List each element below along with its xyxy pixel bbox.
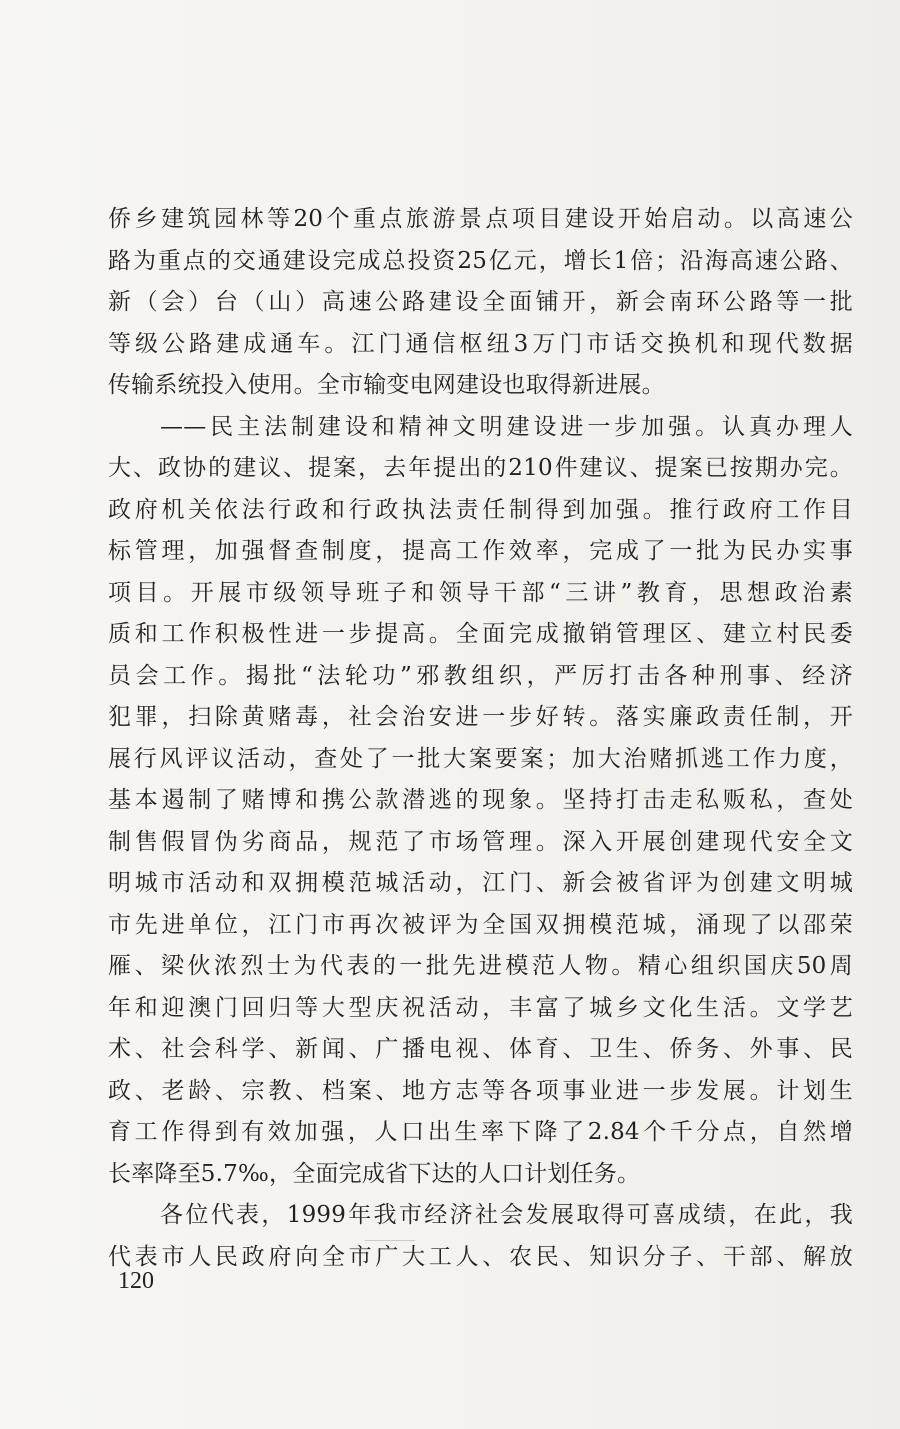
text-line: 员会工作。揭批“法轮功”邪教组织，严厉打击各种刑事、经济	[108, 662, 853, 689]
text-line: 各位代表，1999年我市经济社会发展取得可喜成绩，在此，我	[160, 1202, 853, 1228]
paragraph-2	[108, 407, 853, 1196]
paragraph-3	[108, 1195, 853, 1278]
footer-divider	[365, 1240, 415, 1241]
text-line: 术、社会科学、新闻、广播电视、体育、卫生、侨务、外事、民	[108, 1036, 853, 1062]
text-line: 政府机关依法行政和行政执法责任制得到加强。推行政府工作目	[108, 496, 853, 523]
text-line: 代表市人民政府向全市广大工人、农民、知识分子、干部、解放	[108, 1243, 853, 1270]
text-line: 雁、梁伙浓烈士为代表的一批先进模范人物。精心组织国庆50周	[108, 953, 853, 979]
text-line: 长率降至5.7‰，全面完成省下达的人口计划任务。	[108, 1160, 641, 1187]
text-line: 项目。开展市级领导班子和领导干部“三讲”教育，思想政治素	[108, 579, 853, 606]
text-line: 犯罪，扫除黄赌毒，社会治安进一步好转。落实廉政责任制，开	[108, 704, 853, 730]
text-line: 基本遏制了赌博和携公款潜逃的现象。坚持打击走私贩私，查处	[108, 787, 853, 813]
text-line: 标管理，加强督查制度，提高工作效率，完成了一批为民办实事	[108, 538, 853, 564]
text-line: 等级公路建成通车。江门通信枢纽3万门市话交换机和现代数据	[108, 330, 853, 357]
text-line: 育工作得到有效加强，人口出生率下降了2.84个千分点，自然增	[108, 1119, 853, 1145]
body-text	[108, 199, 853, 1278]
text-line: 制售假冒伪劣商品，规范了市场管理。深入开展创建现代安全文	[108, 828, 853, 855]
text-line: 政、老龄、宗教、档案、地方志等各项事业进一步发展。计划生	[108, 1077, 853, 1104]
text-line: 传输系统投入使用。全市输变电网建设也取得新进展。	[108, 372, 665, 398]
text-line: 路为重点的交通建设完成总投资25亿元，增长1倍；沿海高速公路、	[108, 247, 853, 274]
text-line: 明城市活动和双拥模范城活动，江门、新会被省评为创建文明城	[108, 870, 853, 896]
text-line: 展行风评议活动，查处了一批大案要案；加大治赌抓逃工作力度，	[108, 745, 853, 772]
text-line: 年和迎澳门回归等大型庆祝活动，丰富了城乡文化生活。文学艺	[108, 994, 853, 1021]
text-line: 质和工作积极性进一步提高。全面完成撤销管理区、建立村民委	[108, 621, 853, 647]
page-number: 120	[118, 1268, 154, 1294]
text-line: 市先进单位，江门市再次被评为全国双拥模范城，涌现了以邵荣	[108, 911, 853, 938]
text-line: 新（会）台（山）高速公路建设全面铺开，新会南环公路等一批	[108, 289, 853, 315]
paragraph-1	[108, 199, 853, 407]
text-line: 大、政协的建议、提案，去年提出的210件建议、提案已按期办完。	[108, 455, 853, 481]
text-line: 侨乡建筑园林等20个重点旅游景点项目建设开始启动。以高速公	[108, 206, 853, 232]
text-line: ——民主法制建设和精神文明建设进一步加强。认真办理人	[160, 413, 853, 440]
